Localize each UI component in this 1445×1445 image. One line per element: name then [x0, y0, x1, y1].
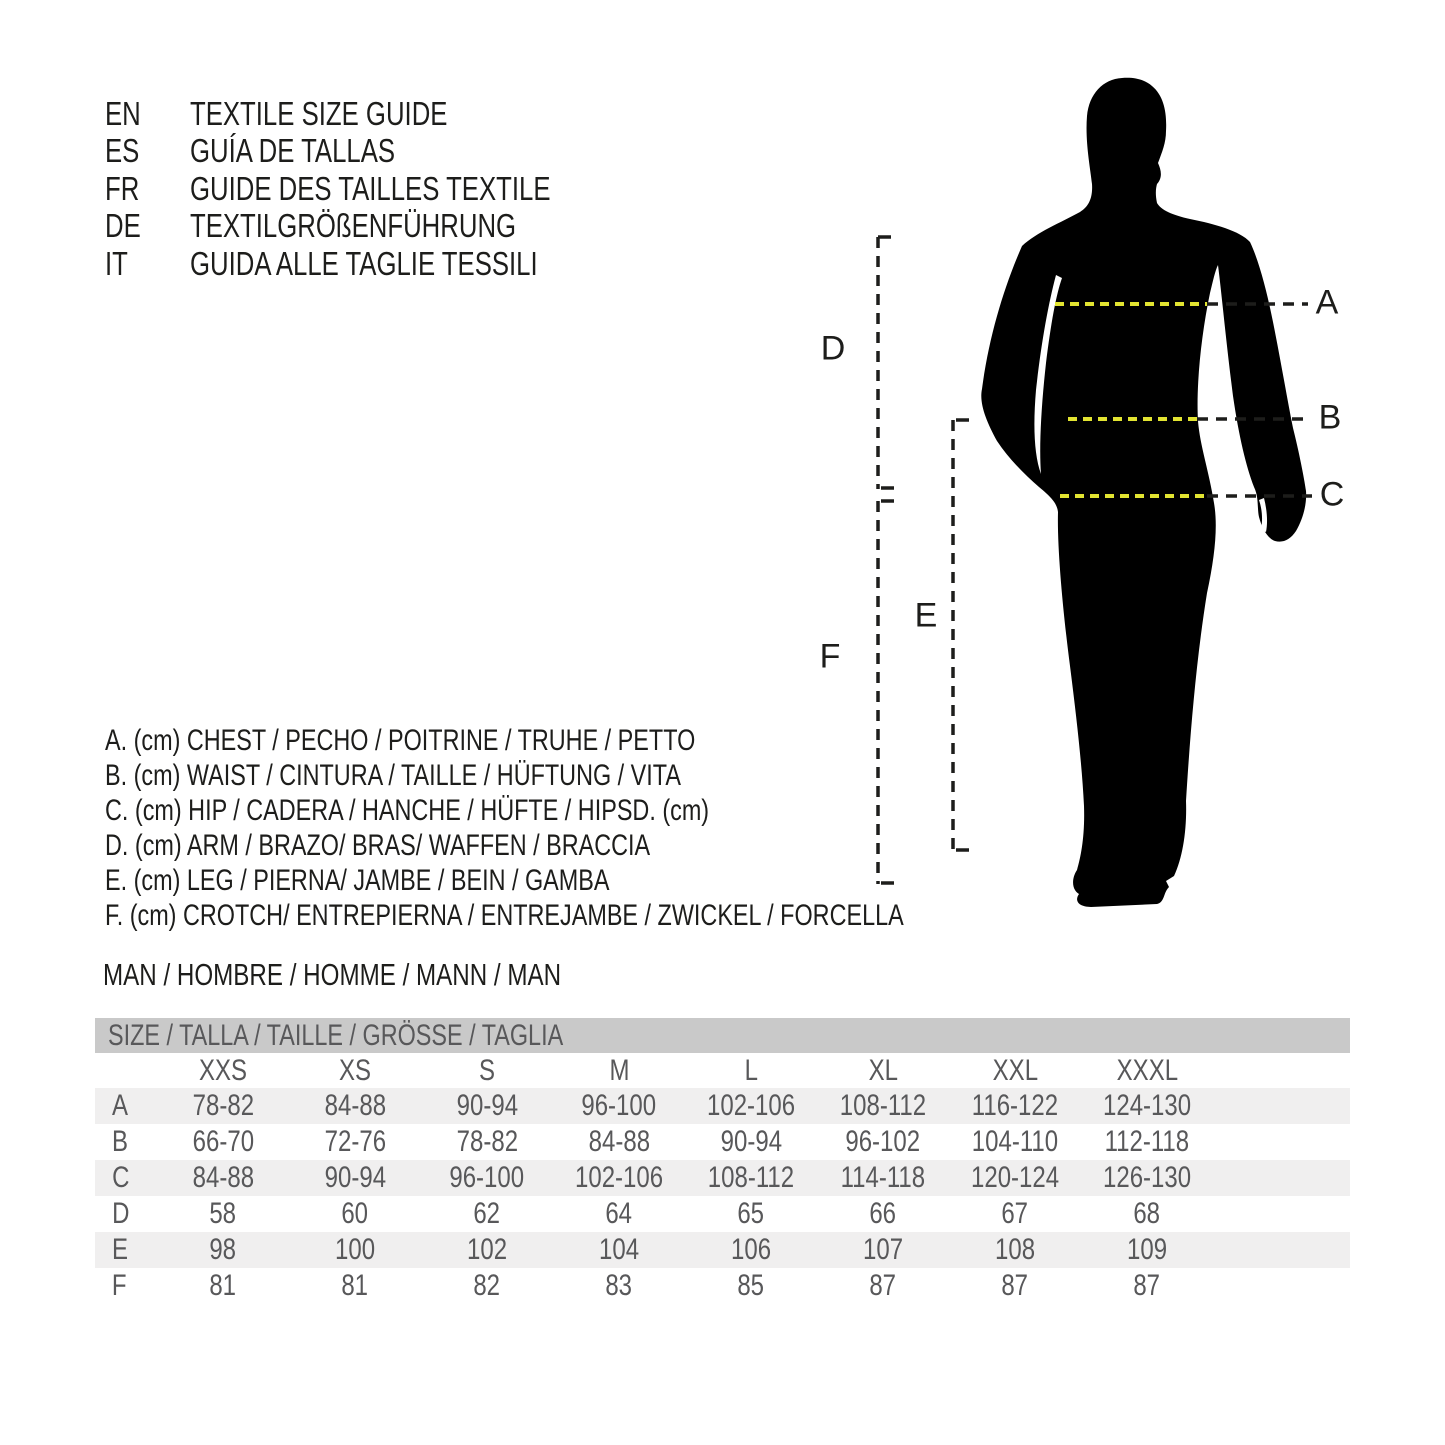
- cell-value: 108-112: [839, 1089, 927, 1122]
- cell-value: 98: [209, 1233, 237, 1266]
- cell-value: 85: [737, 1269, 765, 1302]
- table-row-leg: [95, 1232, 1350, 1268]
- cell-value: 58: [209, 1197, 237, 1230]
- cell-value: 90-94: [324, 1161, 386, 1194]
- measurement-legend: [105, 723, 1129, 933]
- gender-title: MAN / HOMBRE / HOMME / MANN / MAN: [103, 956, 562, 992]
- size-table-columns-row: [95, 1053, 1350, 1088]
- label-crotch-F: F: [819, 637, 841, 676]
- cell-value: 109: [1126, 1233, 1168, 1266]
- col-xxs: XXS: [198, 1053, 248, 1087]
- cell-value: 106: [730, 1233, 772, 1266]
- row-label: B: [112, 1125, 129, 1158]
- legend-arm: D. (cm) ARM / BRAZO/ BRAS/ WAFFEN / BRACCIA: [105, 828, 651, 862]
- cell-value: 102: [466, 1233, 508, 1266]
- size-table-header: [95, 1018, 1350, 1053]
- cell-value: 84-88: [192, 1161, 254, 1194]
- label-arm-D: D: [820, 329, 846, 368]
- lang-code-fr: FR: [105, 169, 140, 207]
- cell-value: 87: [1133, 1269, 1161, 1302]
- row-label: E: [112, 1233, 129, 1266]
- cell-value: 116-122: [971, 1089, 1059, 1122]
- cell-value: 72-76: [324, 1125, 386, 1158]
- language-row: [105, 95, 652, 133]
- legend-hip: C. (cm) HIP / CADERA / HANCHE / HÜFTE / HIPSD. (cm): [105, 793, 710, 827]
- cell-value: 104: [598, 1233, 640, 1266]
- table-row-crotch: [95, 1268, 1350, 1304]
- cell-value: 83: [605, 1269, 633, 1302]
- label-waist-B: B: [1318, 398, 1342, 437]
- lang-title-de: TEXTILGRÖßENFÜHRUNG: [190, 207, 517, 245]
- cell-value: 102-106: [574, 1161, 664, 1194]
- col-l: L: [744, 1053, 758, 1087]
- cell-value: 64: [605, 1197, 633, 1230]
- cell-value: 68: [1133, 1197, 1161, 1230]
- size-table: [95, 1018, 1350, 1304]
- col-xxxl: XXXL: [1116, 1053, 1178, 1087]
- lang-title-es: GUÍA DE TALLAS: [190, 132, 396, 170]
- cell-value: 82: [473, 1269, 501, 1302]
- row-label: D: [112, 1197, 130, 1230]
- legend-crotch: F. (cm) CROTCH/ ENTREPIERNA / ENTREJAMBE / ZWICKEL / FORCELLA: [105, 898, 904, 932]
- col-m: M: [609, 1053, 629, 1087]
- lang-title-fr: GUIDE DES TAILLES TEXTILE: [190, 169, 551, 207]
- cell-value: 87: [869, 1269, 897, 1302]
- cell-value: 84-88: [588, 1125, 650, 1158]
- cell-value: 96-100: [449, 1161, 525, 1194]
- language-title-block: [105, 95, 652, 283]
- language-row: [105, 245, 652, 283]
- cell-value: 78-82: [192, 1089, 254, 1122]
- language-row: [105, 170, 652, 208]
- cell-value: 84-88: [324, 1089, 386, 1122]
- label-hip-C: C: [1319, 475, 1345, 514]
- cell-value: 104-110: [971, 1125, 1059, 1158]
- cell-value: 66: [869, 1197, 897, 1230]
- label-chest-A: A: [1315, 283, 1339, 322]
- cell-value: 62: [473, 1197, 501, 1230]
- cell-value: 100: [334, 1233, 376, 1266]
- cell-value: 81: [209, 1269, 237, 1302]
- table-row-waist: [95, 1124, 1350, 1160]
- cell-value: 114-118: [840, 1161, 926, 1194]
- row-label: F: [111, 1269, 127, 1302]
- lang-code-en: EN: [105, 94, 141, 132]
- cell-value: 67: [1001, 1197, 1029, 1230]
- table-row-hip: [95, 1160, 1350, 1196]
- col-xxl: XXL: [992, 1053, 1038, 1087]
- cell-value: 60: [341, 1197, 369, 1230]
- lang-code-es: ES: [105, 132, 140, 170]
- label-leg-E: E: [914, 596, 938, 635]
- cell-value: 90-94: [456, 1089, 518, 1122]
- cell-value: 112-118: [1104, 1125, 1190, 1158]
- cell-value: 102-106: [706, 1089, 796, 1122]
- cell-value: 124-130: [1102, 1089, 1192, 1122]
- cell-value: 81: [341, 1269, 369, 1302]
- cell-value: 78-82: [456, 1125, 518, 1158]
- legend-leg: E. (cm) LEG / PIERNA/ JAMBE / BEIN / GAMBA: [105, 863, 610, 897]
- cell-value: 66-70: [192, 1125, 254, 1158]
- row-label: C: [112, 1161, 130, 1194]
- lang-code-it: IT: [105, 244, 128, 282]
- cell-value: 108: [994, 1233, 1036, 1266]
- language-row: [105, 133, 652, 171]
- table-row-arm: [95, 1196, 1350, 1232]
- cell-value: 65: [737, 1197, 765, 1230]
- lang-title-en: TEXTILE SIZE GUIDE: [190, 94, 448, 132]
- cell-value: 107: [862, 1233, 904, 1266]
- cell-value: 90-94: [720, 1125, 782, 1158]
- cell-value: 96-102: [845, 1125, 921, 1158]
- cell-value: 96-100: [581, 1089, 657, 1122]
- legend-waist: B. (cm) WAIST / CINTURA / TAILLE / HÜFTUNG / VITA: [105, 758, 681, 792]
- col-xs: XS: [338, 1053, 372, 1087]
- cell-value: 120-124: [970, 1161, 1060, 1194]
- cell-value: 126-130: [1102, 1161, 1192, 1194]
- size-table-header-text: SIZE / TALLA / TAILLE / GRÖSSE / TAGLIA: [108, 1018, 564, 1052]
- cell-value: 87: [1001, 1269, 1029, 1302]
- row-label: A: [112, 1089, 129, 1122]
- lang-title-it: GUIDA ALLE TAGLIE TESSILI: [190, 244, 538, 282]
- lang-code-de: DE: [105, 207, 141, 245]
- col-xl: XL: [868, 1053, 898, 1087]
- language-row: [105, 208, 652, 246]
- legend-chest: A. (cm) CHEST / PECHO / POITRINE / TRUHE / PETTO: [105, 723, 696, 757]
- col-s: S: [478, 1053, 495, 1087]
- table-row-chest: [95, 1088, 1350, 1124]
- cell-value: 108-112: [707, 1161, 795, 1194]
